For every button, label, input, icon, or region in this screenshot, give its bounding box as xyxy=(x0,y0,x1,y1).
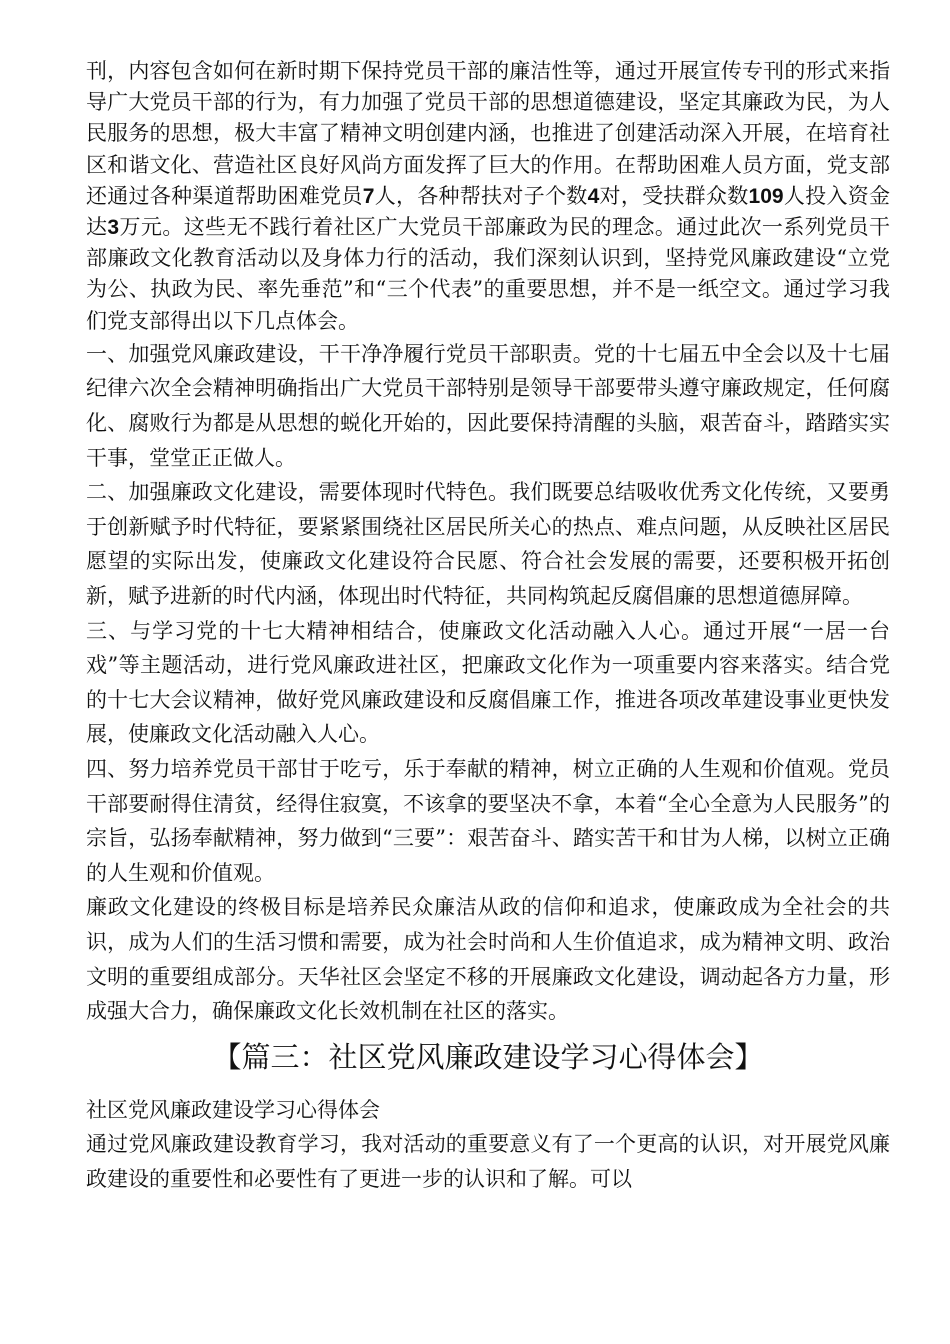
number-assistance-pairs: 4 xyxy=(587,184,600,208)
section-heading: 【篇三：社区党风廉政建设学习心得体会】 xyxy=(212,1039,764,1074)
paragraph-conclusion: 廉政文化建设的终极目标是培养民众廉洁从政的信仰和追求，使廉政成为全社会的共识，成为人们的生活习惯和需要，成为社会时尚和人生价值追求，成为精神文明、政治文明的重要组成部分。天华社区会坚定不移的开展廉政文化建设，调动起各方力量，形成强大合力，确保廉政文化长效机制在社区的落实。 xyxy=(86,895,890,1024)
text-segment: 对，受扶群众数 xyxy=(599,183,749,208)
number-people-assisted: 109 xyxy=(748,184,784,208)
paragraph-point-three: 三、与学习党的十七大精神相结合，使廉政文化活动融入人心。通过开展“一居一台戏”等主题活动，进行党风廉政进社区，把廉政文化作为一项重要内容来落实。结合党的十七大会议精神，做好党风廉政建设和反腐倡廉工作，推进各项改革建设事业更快发展，使廉政文化活动融入人心。 xyxy=(86,618,890,747)
document-page xyxy=(86,56,890,1196)
paragraph-point-two: 二、加强廉政文化建设，需要体现时代特色。我们既要总结吸收优秀文化传统，又要勇于创新赋予时代特征，要紧紧围绕社区居民所关心的热点、难点问题，从反映社区居民愿望的实际出发，使廉政文化建设符合民愿、符合社会发展的需要，还要积极开拓创新，赋予进新的时代内涵，体现出时代特征，共同构筑起反腐倡廉的思想道德屏障。 xyxy=(86,480,890,608)
paragraph-point-one: 一、加强党风廉政建设，干干净净履行党员干部职责。党的十七届五中全会以及十七届纪律六次全会精神明确指出广大党员干部特别是领导干部要带头遵守廉政规定，任何腐化、腐败行为都是从思想的蜕化开始的，因此要保持清醒的头脑，艰苦奋斗，踏踏实实干事，堂堂正正做人。 xyxy=(86,341,890,470)
number-needy-members: 7 xyxy=(362,184,375,208)
paragraph-intro-continued xyxy=(86,56,890,337)
paragraph-article-intro: 通过党风廉政建设教育学习，我对活动的重要意义有了一个更高的认识，对开展党风廉政建设的重要性和必要性有了更进一步的认识和了解。可以 xyxy=(86,1132,890,1191)
article-subtitle: 社区党风廉政建设学习心得体会 xyxy=(86,1097,380,1122)
paragraph-point-four: 四、努力培养党员干部甘于吃亏，乐于奉献的精神，树立正确的人生观和价值观。党员干部要耐得住清贫，经得住寂寞，不该拿的要坚决不拿，本着“全心全意为人民服务”的宗旨，弘扬奉献精神，努力做到“三要”：艰苦奋斗、踏实苦干和甘为人梯，以树立正确的人生观和价值观。 xyxy=(86,756,890,885)
text-segment: 人，各种帮扶对子个数 xyxy=(374,183,588,208)
number-funds: 3 xyxy=(107,216,120,240)
text-segment: 刊，内容包含如何在新时期下保持党员干部的廉洁性等，通过开展宣传专刊的形式来指导广大党员干部的行为，有力加强了党员干部的思想道德建设，坚定其廉政为民，为人民服务的思想，极大丰富了精神文明创建内涵，也推进了创建活动深入开展，在培育社区和谐文化、营造社区良好风尚方面发挥了巨大的作用。在帮助困难人员方面，党支部还通过各种渠道帮助困难党员 xyxy=(86,59,890,208)
text-segment: 万元。这些无不践行着社区广大党员干部廉政为民的理念。通过此次一系列党员干部廉政文化教育活动以及身体力行的活动，我们深刻认识到，坚持党风廉政建设“立党为公、执政为民、率先垂范”和“三个代表”的重要思想，并不是一纸空文。通过学习我们党支部得出以下几点体会。 xyxy=(86,215,891,333)
text-segment: 人投入资金达 xyxy=(86,183,891,240)
